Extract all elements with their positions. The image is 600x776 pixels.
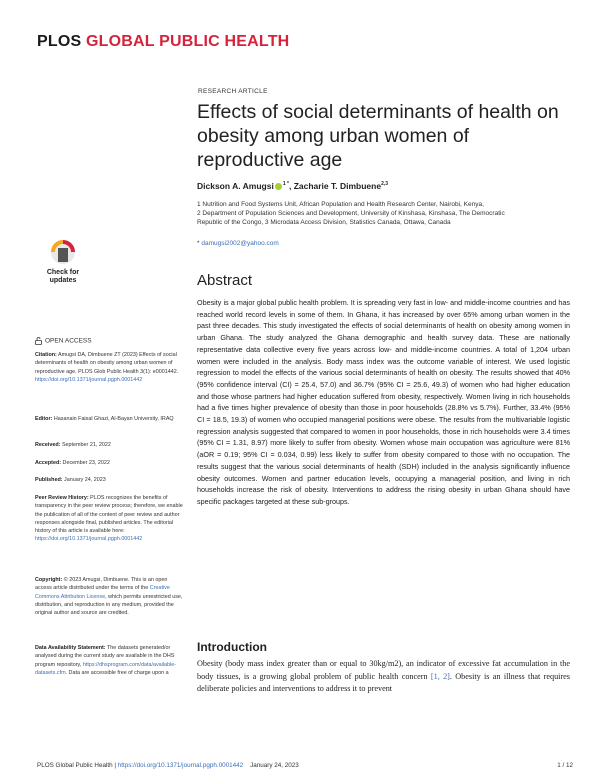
check-label-line: updates xyxy=(49,277,77,284)
editor-label: Editor: xyxy=(35,416,53,422)
correspondence-star: * xyxy=(197,240,200,247)
introduction-text xyxy=(197,658,570,696)
received-date: September 21, 2022 xyxy=(60,442,111,448)
published-block xyxy=(35,476,185,484)
license-link[interactable]: Creative Commons Attribution License xyxy=(35,585,170,600)
affiliation-line: 1 Nutrition and Food Systems Unit, African Population and Health Research Center, Nairobi, Kenya, xyxy=(197,201,484,208)
citation-label: Citation: xyxy=(35,352,57,358)
citation-link[interactable]: 2] xyxy=(439,671,450,681)
article-type: RESEARCH ARTICLE xyxy=(198,88,268,95)
check-label-line: Check for xyxy=(46,269,80,276)
orcid-icon[interactable] xyxy=(275,183,282,190)
accepted-block xyxy=(35,459,185,467)
intro-paragraph: Obesity (body mass index greater than or equal to 30kg/m2), an indicator of excessive fat accumulation in the body tissues, is a growing global problem of public health concern xyxy=(197,659,570,681)
author-name[interactable]: Dickson A. Amugsi xyxy=(197,181,274,191)
dhs-repository-link[interactable]: https://dhsprogram.com/data/available-datasets.cfm xyxy=(35,661,177,676)
peer-review-label: Peer Review History: xyxy=(35,495,89,501)
brand-plos: PLOS xyxy=(37,33,82,50)
footer-separator: | xyxy=(112,762,118,769)
affiliation-line: 2 Department of Population Sciences and Development, University of Kinshasa, Kinshasa, The Democratic xyxy=(197,210,505,217)
footer-date: January 24, 2023 xyxy=(250,762,299,769)
data-availability-text: . Data are accessible free of charge upon a xyxy=(65,669,169,676)
brand-journal-name: GLOBAL PUBLIC HEALTH xyxy=(86,33,290,50)
author-affiliation-marker: 1 * xyxy=(282,181,289,188)
author-affiliation-marker: 2,3 xyxy=(381,181,389,188)
published-date: January 24, 2023 xyxy=(62,477,106,483)
abstract-text: Obesity is a major global public health problem. It is spreading very fast in low- and middle-income countries and has reached world record levels in some of them. In Ghana, it has increased by over 65% among urban women in the past three decades. This study investigated the effects of social determinants of health on obesity among women in urban Ghana. The study analyzed the Ghana demographic and health survey data. These are nationally representative data collective every five years across low- and middle-income countries. A total of 1,204 urban women were included in the analysis. Body mass index was the outcome variable of interest. We used logistic regression to model the effects of the various social determinants of health on obesity. The results showed that 40% (95% confidence interval (CI) = 25.4, 57.0) and 36.7% (95% CI = 25.6, 49.3) of women who had higher education and those whose partners had higher education suffered from obesity, respectively. Women living in rich households had a five times higher prevalence of obesity than those in poor households (28.8% vs 5.7%). Further, 33.4% (95% CI = 18.5, 19.3) of women who occupied managerial positions were obese. The results from the multivariable logistic regression analysis suggested that compared to women in poor households, those in rich households were 3.4 times (95% CI = 1.31, 8.97) more likely to suffer from obesity. Women whose main occupation was agriculture were 81% (aOR = 0.19; 95% CI = 0.034, 0.99) less likely to suffer from obesity compared to those with no occupation. The results suggest that the various social determinants of health (SDH) included in the analysis significantly influence obesity outcomes. Women and partner education levels, occupying a managerial position, and living in rich households increase the risk of obesity. Interventions to address the rising obesity in urban Ghana should have specific packages targeted at these sub-groups. xyxy=(197,298,570,506)
published-label: Published: xyxy=(35,477,63,483)
citation-link[interactable]: [1, xyxy=(430,671,440,681)
editor-text: Hasanain Faisal Ghazi, Al-Bayan University, IRAQ xyxy=(52,416,174,422)
check-for-updates-label[interactable] xyxy=(38,269,88,285)
open-lock-icon xyxy=(35,337,42,345)
correspondence-email[interactable]: damugsi2002@yahoo.com xyxy=(201,240,279,247)
author-name[interactable]: Zacharie T. Dimbuene xyxy=(293,181,382,191)
accepted-date: December 23, 2022 xyxy=(61,460,110,466)
received-label: Received: xyxy=(35,442,61,448)
intro-paragraph: . Obesity is an illness that requires deliberate policies and interventions to address it to prevent xyxy=(197,671,570,693)
data-availability-block xyxy=(35,644,185,677)
page-number: 1 / 12 xyxy=(557,762,573,769)
page-footer xyxy=(37,762,299,769)
footer-journal: PLOS Global Public Health xyxy=(37,762,113,769)
article-title: Effects of social determinants of health on obesity among urban women of reproductive age xyxy=(197,101,559,171)
citation-text: Amugsi DA, Dimbuene ZT (2023) Effects of social determinants of health on obesity among urban women of reproductive age. PLOS Glob Public Health 3(1): e0001442. xyxy=(35,352,179,375)
affiliations xyxy=(197,200,577,227)
accepted-label: Accepted: xyxy=(35,460,62,466)
copyright-block xyxy=(35,576,185,617)
received-block xyxy=(35,441,185,449)
citation-doi-link[interactable]: https://doi.org/10.1371/journal.pgph.0001442 xyxy=(35,376,143,383)
peer-review-link[interactable]: https://doi.org/10.1371/journal.pgph.0001442 xyxy=(35,536,143,543)
introduction-heading: Introduction xyxy=(197,640,267,654)
open-access-label: OPEN ACCESS xyxy=(45,337,92,345)
affiliation-line: Republic of the Congo, 3 Microdata Access Division, Statistics Canada, Ottawa, Canada xyxy=(197,219,451,226)
author-separator: , xyxy=(288,181,294,191)
data-availability-label: Data Availability Statement: xyxy=(35,645,106,651)
peer-review-block xyxy=(35,494,185,544)
correspondence xyxy=(197,240,279,247)
citation-block xyxy=(35,351,185,384)
abstract-heading: Abstract xyxy=(197,272,253,289)
editor-block xyxy=(35,415,185,423)
data-availability-text: The datasets generated/or analysed during the current study are available in the DHS program repository, xyxy=(35,645,175,668)
author-list xyxy=(197,181,388,191)
peer-review-text: PLOS recognizes the benefits of transparency in the peer review process; therefore, we enable the publication of all of the content of peer review and author responses alongside final, published articles. The editorial history of this article is available here: xyxy=(35,495,183,535)
copyright-label: Copyright: xyxy=(35,577,63,583)
copyright-text: , which permits unrestricted use, distribution, and reproduction in any medium, provided the original author and source are credited. xyxy=(35,593,183,617)
footer-doi-link[interactable]: https://doi.org/10.1371/journal.pgph.0001442 xyxy=(117,762,244,769)
open-access xyxy=(35,337,92,345)
journal-brand xyxy=(37,33,289,51)
copyright-text: © 2023 Amugsi, Dimbuene. This is an open access article distributed under the terms of the xyxy=(35,577,168,592)
